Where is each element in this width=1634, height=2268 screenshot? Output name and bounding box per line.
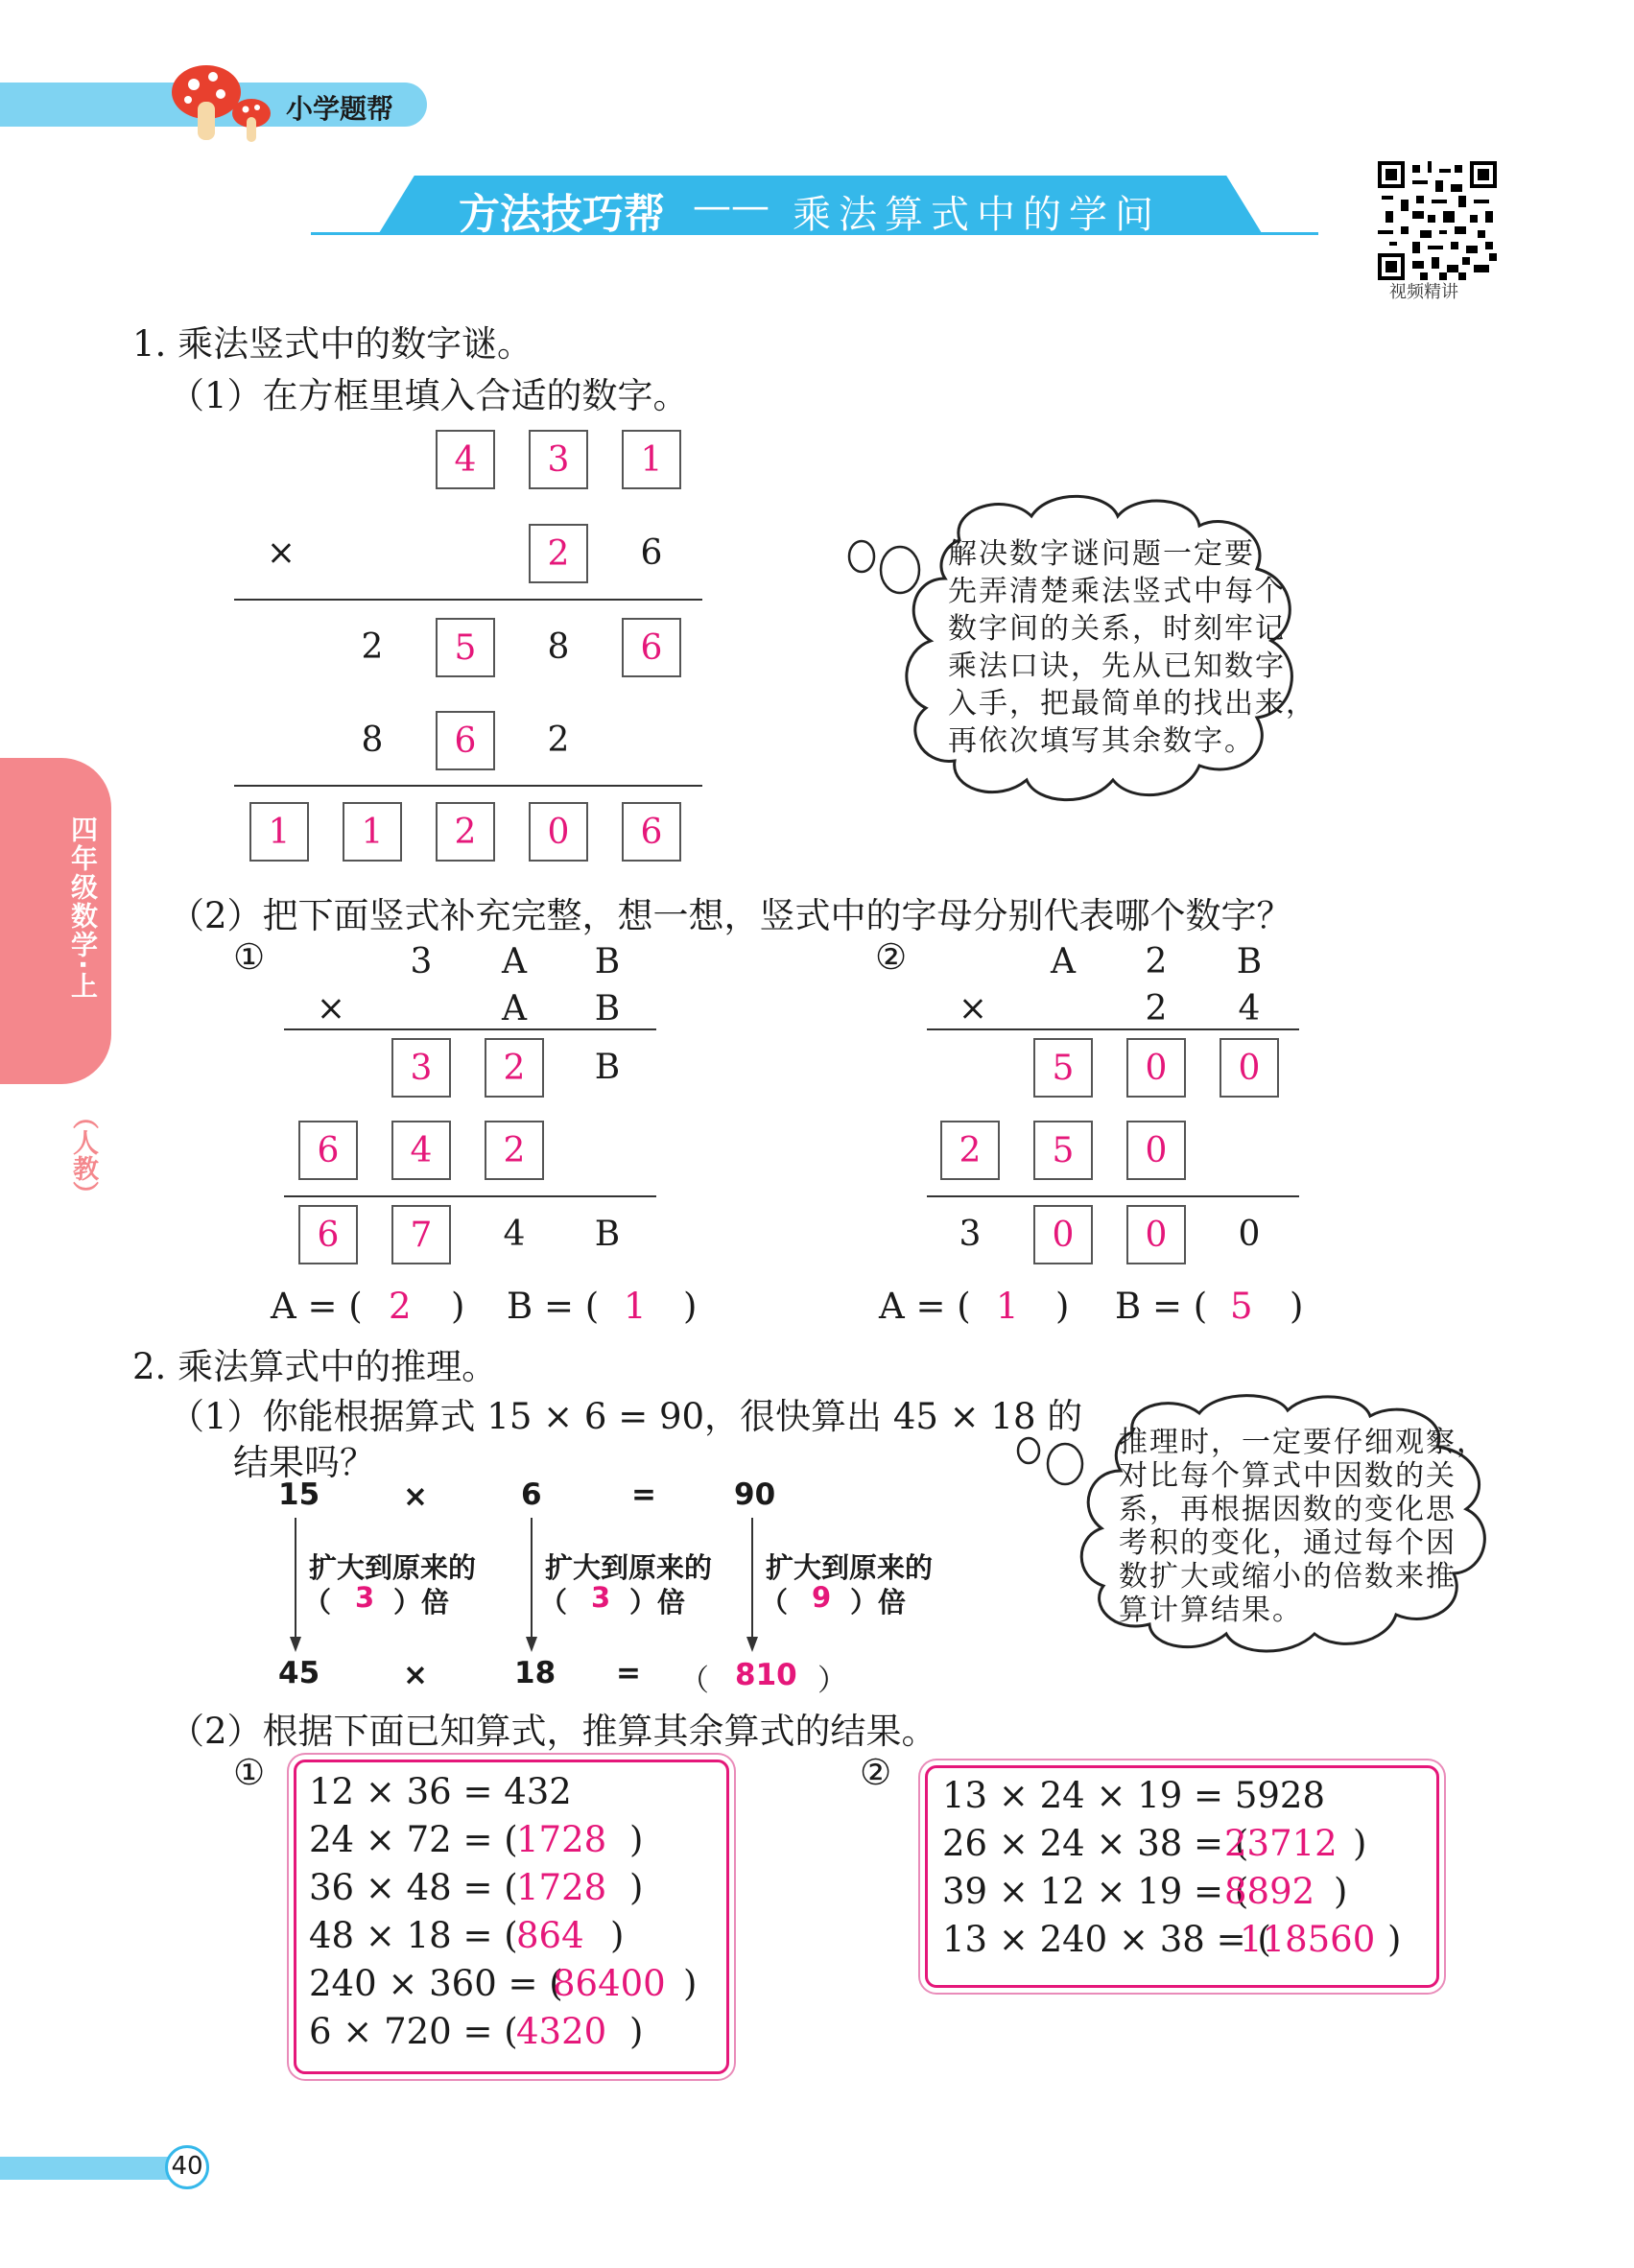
answer-box[interactable]: 6 [622, 802, 681, 862]
digit: 0 [1238, 1215, 1261, 1254]
mushroom-logo-icon [163, 58, 278, 146]
answer-box[interactable]: 2 [529, 524, 588, 583]
rule-line [284, 1028, 656, 1030]
answer-a-label: A = ( [879, 1286, 971, 1327]
chain-bottom: （ [679, 1664, 709, 1698]
factor-answer[interactable]: 3 [355, 1581, 375, 1614]
answer-box[interactable]: 0 [1126, 1205, 1186, 1264]
paren-close: ) [1055, 1286, 1070, 1327]
chain-top: 15 [278, 1477, 320, 1512]
answer-box[interactable]: 6 [298, 1121, 358, 1180]
puzzle-number: ② [875, 936, 908, 978]
answer-b-label: B = ( [1115, 1286, 1208, 1327]
answer-a-value[interactable]: 1 [996, 1286, 1019, 1327]
paren-close: ) [629, 1819, 644, 1860]
q1-title: 1. 乘法竖式中的数字谜。 [132, 323, 533, 365]
tip-line: 数字间的关系，时刻牢记 [948, 612, 1286, 646]
rule-line [234, 785, 702, 787]
paren-open: （ [539, 1586, 568, 1618]
q2-part1-label: （1）你能根据算式 15 × 6 = 90，很快算出 45 × 18 的 [169, 1396, 1083, 1437]
answer-box[interactable]: 7 [391, 1205, 451, 1264]
tip-line: 对比每个算式中因数的关 [1119, 1459, 1456, 1493]
tip-line: 解决数字谜问题一定要 [948, 537, 1255, 571]
rule-line [927, 1195, 1299, 1197]
paren-open: （ [760, 1586, 789, 1618]
equation-row: 24 × 72 = ( [309, 1819, 518, 1860]
tip-line: 乘法口诀，先从已知数字 [948, 650, 1286, 683]
answer-a-value[interactable]: 2 [389, 1286, 412, 1327]
equation-row: 13 × 240 × 38 = ( [942, 1919, 1271, 1960]
answer-box[interactable]: 1 [622, 430, 681, 489]
times-sign: × [958, 989, 988, 1028]
digit: 3 [410, 942, 433, 981]
paren-close: ) [683, 1286, 698, 1327]
tip-line: 推理时，一定要仔细观察， [1119, 1426, 1487, 1459]
answer-box[interactable]: 0 [1220, 1038, 1279, 1098]
chain-top: × [403, 1479, 428, 1514]
tip-line: 再依次填写其余数字。 [948, 724, 1255, 758]
paren-close: ) [1353, 1823, 1367, 1864]
equation-row: 39 × 12 × 19 = ( [942, 1871, 1249, 1912]
equation-answer[interactable]: 4320 [516, 2011, 607, 2052]
banner-title: 方法技巧帮 [459, 191, 665, 239]
times-sign: × [316, 989, 346, 1028]
puzzle-number: ① [233, 936, 266, 978]
arrow-label: 扩大到原来的 [545, 1551, 713, 1584]
answer-box[interactable]: 1 [249, 802, 309, 862]
tip-line: 考积的变化，通过每个因 [1119, 1526, 1456, 1560]
digit: 4 [503, 1215, 526, 1254]
q2-part1-label-2: 结果吗？ [233, 1442, 375, 1483]
rule-line [927, 1028, 1299, 1030]
digit: 2 [1145, 942, 1168, 981]
answer-box[interactable]: 2 [485, 1038, 544, 1098]
rule-line [234, 599, 702, 601]
equation-answer[interactable]: 1728 [516, 1867, 607, 1908]
answer-box[interactable]: 6 [298, 1205, 358, 1264]
tip-line: 系，再根据因数的变化思 [1119, 1493, 1456, 1526]
qr-code-icon[interactable] [1378, 161, 1497, 280]
answer-box[interactable]: 0 [529, 802, 588, 862]
digit: B [594, 942, 621, 981]
q1-part2-label: （2）把下面竖式补充完整，想一想，竖式中的字母分别代表哪个数字？ [169, 895, 1292, 936]
equation-given: 12 × 36 = 432 [309, 1771, 572, 1812]
box-number: ① [233, 1752, 266, 1793]
equation-row: 240 × 360 = ( [309, 1963, 563, 2004]
answer-box[interactable]: 3 [529, 430, 588, 489]
digit: 3 [959, 1215, 982, 1254]
chain-top: = [631, 1477, 656, 1512]
digit: B [594, 989, 621, 1028]
answer-box[interactable]: 6 [622, 618, 681, 677]
equation-row: 6 × 720 = ( [309, 2011, 518, 2052]
digit: 6 [640, 533, 663, 573]
equation-answer[interactable]: 86400 [553, 1963, 666, 2004]
paren-close: ) [1334, 1871, 1348, 1912]
banner-subtitle: 乘法算式中的学问 [793, 193, 1161, 237]
answer-b-value[interactable]: 1 [624, 1286, 647, 1327]
answer-box[interactable]: 1 [343, 802, 402, 862]
arrow-label: 扩大到原来的 [766, 1551, 934, 1584]
arrow-label: 扩大到原来的 [309, 1551, 477, 1584]
arrow-down-icon [524, 1518, 539, 1652]
tip-line: 先弄清楚乘法竖式中每个 [948, 575, 1286, 608]
q2-part2-label: （2）根据下面已知算式，推算其余算式的结果。 [169, 1711, 937, 1752]
factor-answer[interactable]: 3 [591, 1581, 611, 1614]
answer-box[interactable]: 2 [485, 1121, 544, 1180]
answer-box[interactable]: 2 [436, 802, 495, 862]
answer-box[interactable]: 4 [436, 430, 495, 489]
digit: B [594, 1048, 621, 1087]
equation-row: 36 × 48 = ( [309, 1867, 518, 1908]
digit: A [502, 989, 527, 1028]
page-number: 40 [171, 2152, 203, 2181]
banner-dash: —— [693, 184, 770, 228]
factor-answer[interactable]: 9 [812, 1581, 832, 1614]
answer-box[interactable]: 5 [436, 618, 495, 677]
paren-close: ) [451, 1286, 465, 1327]
paren-close: ) [1290, 1286, 1304, 1327]
answer-box[interactable]: 2 [940, 1121, 1000, 1180]
arrow-down-icon [745, 1518, 760, 1652]
answer-b-label: B = ( [507, 1286, 600, 1327]
tip-line: 算计算结果。 [1119, 1594, 1303, 1627]
qr-caption: 视频精讲 [1389, 282, 1458, 302]
chain-bottom: 45 [278, 1656, 320, 1690]
equation-answer[interactable]: 118560 [1240, 1919, 1376, 1960]
chain-top: 6 [521, 1477, 542, 1512]
side-tab-grade: 四年级数学·上 [67, 815, 99, 1001]
digit: A [502, 942, 527, 981]
digit: 8 [547, 627, 570, 667]
paren-close: ) [629, 1867, 644, 1908]
chain-top: 90 [734, 1477, 776, 1512]
tip-line: 入手，把最简单的找出来， [948, 687, 1316, 721]
chain-bottom: × [403, 1658, 428, 1692]
paren-open: （ [303, 1586, 332, 1618]
product-answer[interactable]: 810 [735, 1658, 797, 1692]
times-unit: ）倍 [393, 1586, 450, 1618]
q2-title: 2. 乘法算式中的推理。 [132, 1346, 498, 1387]
times-sign: × [266, 533, 296, 573]
equation-row: 48 × 18 = ( [309, 1915, 518, 1956]
digit: 8 [361, 721, 384, 760]
answer-box[interactable]: 0 [1126, 1038, 1186, 1098]
arrow-down-icon [288, 1518, 303, 1652]
answer-box[interactable]: 5 [1033, 1038, 1093, 1098]
equation-row: 26 × 24 × 38 = ( [942, 1823, 1249, 1864]
digit: 2 [361, 627, 384, 667]
footer-bar [0, 2157, 178, 2180]
equation-answer[interactable]: 8892 [1224, 1871, 1315, 1912]
answer-b-value[interactable]: 5 [1230, 1286, 1253, 1327]
equation-answer[interactable]: 23712 [1224, 1823, 1338, 1864]
digit: B [594, 1215, 621, 1254]
answer-a-label: A = ( [271, 1286, 363, 1327]
equation-given: 13 × 24 × 19 = 5928 [942, 1775, 1325, 1816]
paren-close: ) [683, 1963, 698, 2004]
paren-close: ) [629, 2011, 644, 2052]
answer-box[interactable]: 6 [436, 711, 495, 770]
digit: 2 [547, 721, 570, 760]
answer-box[interactable]: 0 [1126, 1121, 1186, 1180]
brand-title: 小学题帮 [286, 93, 394, 125]
side-tab-edition: （人教） [68, 1103, 98, 1207]
digit: 4 [1238, 989, 1261, 1028]
equation-answer[interactable]: 864 [516, 1915, 584, 1956]
digit: A [1051, 942, 1076, 981]
rule-line [284, 1195, 656, 1197]
answer-box[interactable]: 0 [1033, 1205, 1093, 1264]
paren-close: ) [1387, 1919, 1402, 1960]
answer-box[interactable]: 3 [391, 1038, 451, 1098]
times-unit: ）倍 [850, 1586, 907, 1618]
digit: 2 [1145, 989, 1168, 1028]
q1-part1-label: （1）在方框里填入合适的数字。 [169, 375, 689, 416]
answer-box[interactable]: 5 [1033, 1121, 1093, 1180]
times-unit: ）倍 [629, 1586, 686, 1618]
digit: B [1236, 942, 1263, 981]
box-number: ② [860, 1752, 892, 1793]
chain-bottom: ） [817, 1664, 847, 1698]
paren-close: ) [610, 1915, 625, 1956]
chain-bottom: = [616, 1656, 641, 1690]
answer-box[interactable]: 4 [391, 1121, 451, 1180]
equation-answer[interactable]: 1728 [516, 1819, 607, 1860]
chain-bottom: 18 [514, 1656, 557, 1690]
tip-line: 数扩大或缩小的倍数来推 [1119, 1560, 1456, 1594]
